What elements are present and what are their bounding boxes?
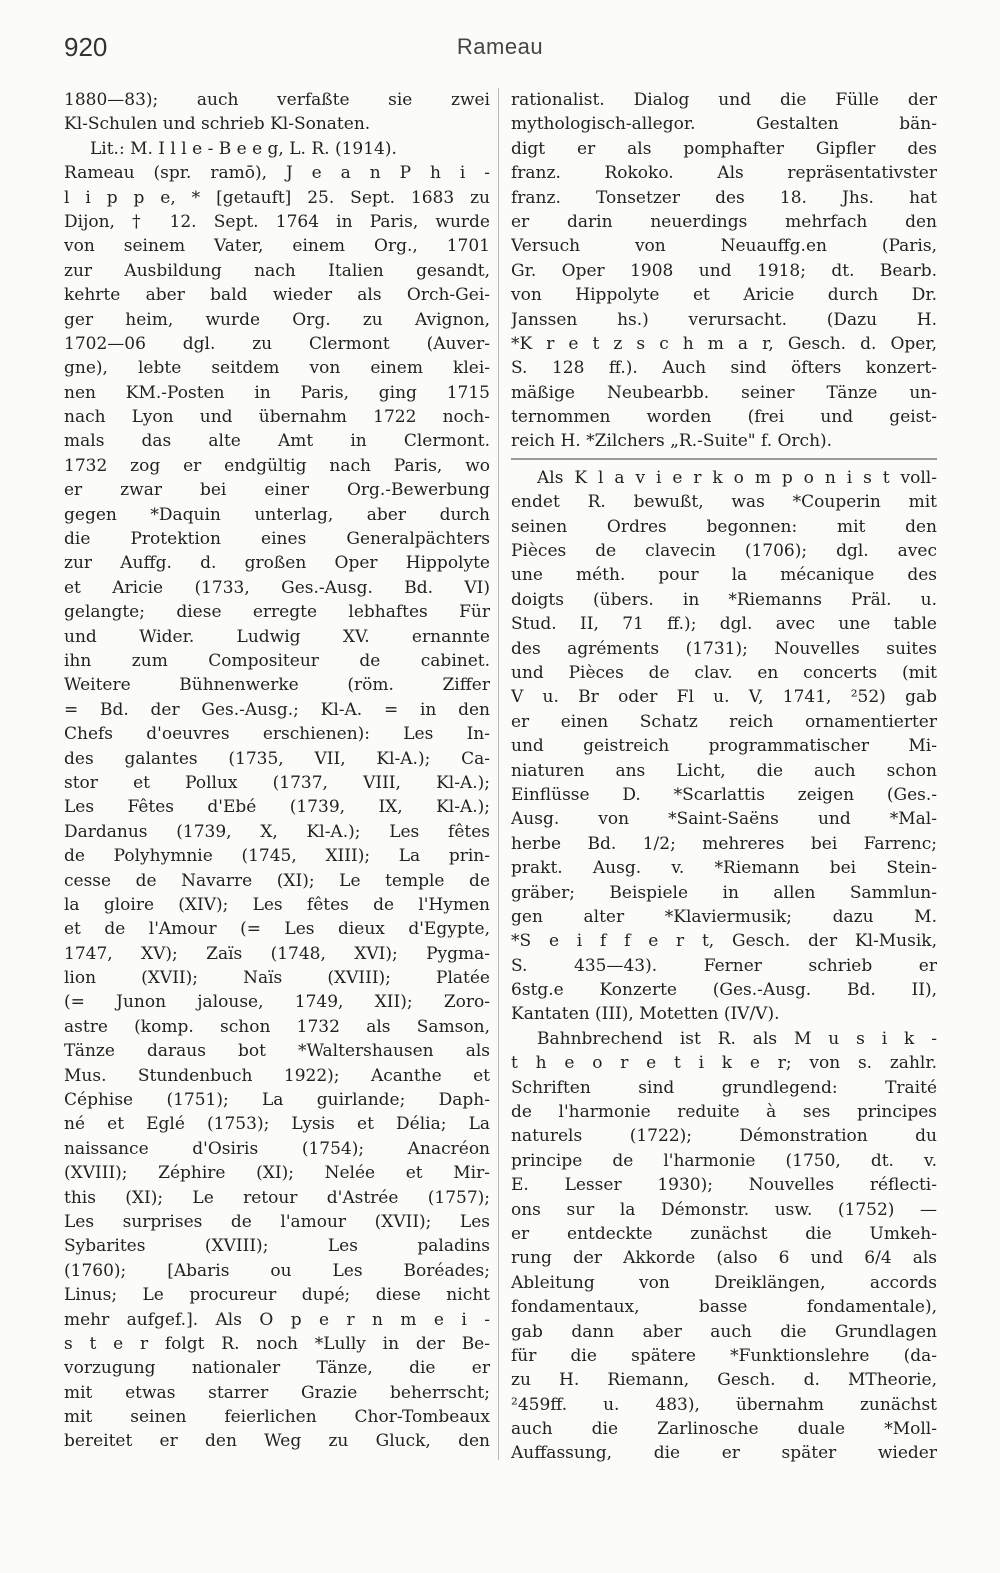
text-line: zur Auffg. d. großen Oper Hippolyte xyxy=(64,553,490,574)
text-line: Janssen hs.) verursacht. (Dazu H. xyxy=(511,309,937,330)
text-line: 1880—83); auch verfaßte sie zwei xyxy=(64,90,490,110)
text-line: 1732 zog er endgültig nach Paris, wo xyxy=(64,455,490,476)
text-line: Kantaten (III), Motetten (IV/V). xyxy=(511,1004,780,1025)
text-line: lion (XVII); Naïs (XVIII); Platée xyxy=(64,968,490,989)
text-line: de l'harmonie reduite à ses principes xyxy=(511,1102,937,1123)
text-line: Céphise (1751); La guirlande; Daph- xyxy=(64,1090,490,1111)
text-line: zur Ausbildung nach Italien gesandt, xyxy=(64,260,490,281)
text-line: gne), lebte seitdem von einem klei- xyxy=(64,358,490,379)
text-line: Weitere Bühnenwerke (röm. Ziffer xyxy=(64,675,490,696)
text-line: Versuch von Neuauffg.en (Paris, xyxy=(511,236,937,257)
text-line: Als K l a v i e r k o m p o n i s t voll- xyxy=(537,467,937,488)
text-line: seinen Ordres begonnen: mit den xyxy=(511,516,937,537)
text-line: de Polyhymnie (1745, XIII); La prin- xyxy=(64,846,490,867)
text-line: bereitet er den Weg zu Gluck, den xyxy=(64,1431,490,1452)
text-line: Stud. II, 71 ff.); dgl. avec une table xyxy=(511,614,937,635)
text-line: Chefs d'oeuvres erschienen): Les In- xyxy=(64,724,490,745)
text-line: S. 128 ff.). Auch sind öfters konzert- xyxy=(511,358,937,379)
text-line: gab dann aber auch die Grundlagen xyxy=(511,1321,937,1342)
text-line: herbe Bd. 1/2; mehreres bei Farrenc; xyxy=(511,833,937,854)
text-line: Einflüsse D. *Scarlattis zeigen (Ges.- xyxy=(511,784,937,805)
text-line: des galantes (1735, VII, Kl-A.); Ca- xyxy=(64,748,490,769)
text-line: principe de l'harmonie (1750, dt. v. xyxy=(511,1150,937,1171)
text-line: Auffassung, die er später wieder xyxy=(511,1443,937,1464)
text-line: Les surprises de l'amour (XVII); Les xyxy=(64,1211,490,1232)
text-line: Dardanus (1739, X, Kl-A.); Les fêtes xyxy=(64,821,490,842)
text-line: E. Lesser 1930); Nouvelles réflecti- xyxy=(511,1175,937,1196)
text-line: gräber; Beispiele in allen Sammlun- xyxy=(511,882,937,903)
text-line: la gloire (XIV); Les fêtes de l'Hymen xyxy=(64,894,490,915)
text-line: er einen Schatz reich ornamentierter xyxy=(511,711,937,732)
text-line: Bahnbrechend ist R. als M u s i k - xyxy=(537,1028,937,1049)
text-line: kehrte aber bald wieder als Orch-Gei- xyxy=(64,285,490,306)
text-line: er entdeckte zunächst die Umkeh- xyxy=(511,1223,937,1244)
text-line: s t e r folgt R. noch *Lully in der Be- xyxy=(64,1333,490,1354)
text-line: Rameau (spr. ramō), J e a n P h i - xyxy=(64,163,490,184)
text-line: und Wider. Ludwig XV. ernannte xyxy=(64,626,490,647)
text-line: vorzugung nationaler Tänze, die er xyxy=(64,1358,490,1379)
page-number: 920 xyxy=(64,32,108,62)
column-divider xyxy=(498,88,499,1460)
text-line: naissance d'Osiris (1754); Anacréon xyxy=(64,1138,490,1159)
text-line: Tänze daraus bot *Waltershausen als xyxy=(64,1041,490,1062)
text-line: this (XI); Le retour d'Astrée (1757); xyxy=(64,1187,490,1208)
text-line: (= Junon jalouse, 1749, XII); Zoro- xyxy=(64,992,490,1013)
text-line: ons sur la Démonstr. usw. (1752) — xyxy=(511,1199,937,1220)
text-line: stor et Pollux (1737, VIII, Kl-A.); xyxy=(64,772,490,793)
text-line: né et Eglé (1753); Lysis et Délia; La xyxy=(64,1114,490,1135)
text-line: et Aricie (1733, Ges.-Ausg. Bd. VI) xyxy=(64,577,490,598)
text-line: gelangte; diese erregte lebhaftes Für xyxy=(64,602,490,623)
text-line: des agréments (1731); Nouvelles suites xyxy=(511,638,937,659)
text-line: 6stg.e Konzerte (Ges.-Ausg. Bd. II), xyxy=(511,980,937,1001)
text-line: rationalist. Dialog und die Fülle der xyxy=(511,90,937,110)
text-line: ²459ff. u. 483), übernahm zunächst xyxy=(511,1394,937,1415)
text-line: digt er als pomphafter Gipfler des xyxy=(511,138,937,159)
text-line: t h e o r e t i k e r; von s. zahlr. xyxy=(511,1053,937,1074)
text-line: nen KM.-Posten in Paris, ging 1715 xyxy=(64,382,490,403)
text-line: mit etwas starrer Grazie beherrscht; xyxy=(64,1382,490,1403)
left-column xyxy=(64,88,490,1454)
text-line: prakt. Ausg. v. *Riemann bei Stein- xyxy=(511,858,937,879)
text-line: Lit.: M. I l l e - B e e g, L. R. (1914). xyxy=(90,138,397,159)
text-line: Mus. Stundenbuch 1922); Acanthe et xyxy=(64,1065,490,1086)
text-line: niaturen ans Licht, die auch schon xyxy=(511,760,937,781)
text-line: Pièces de clavecin (1706); dgl. avec xyxy=(511,541,937,562)
text-line: und geistreich programmatischer Mi- xyxy=(511,736,937,757)
text-line: mehr aufgef.]. Als O p e r n m e i - xyxy=(64,1309,490,1330)
text-line: Linus; Le procureur dupé; diese nicht xyxy=(64,1285,490,1306)
text-line: l i p p e, * [getauft] 25. Sept. 1683 zu xyxy=(64,187,490,208)
text-line: V u. Br oder Fl u. V, 1741, ²52) gab xyxy=(511,687,937,708)
text-line: *S e i f f e r t, Gesch. der Kl-Musik, xyxy=(511,931,937,952)
text-line: (1760); [Abaris ou Les Boréades; xyxy=(64,1260,490,1281)
text-line: ternommen worden (frei und geist- xyxy=(511,407,937,428)
text-line: gegen *Daquin unterlag, aber durch xyxy=(64,504,490,525)
text-line: mit seinen feierlichen Chor-Tombeaux xyxy=(64,1407,490,1428)
text-line: Les Fêtes d'Ebé (1739, IX, Kl-A.); xyxy=(64,797,490,818)
text-line: = Bd. der Ges.-Ausg.; Kl-A. = in den xyxy=(64,699,490,720)
text-line: Dijon, † 12. Sept. 1764 in Paris, wurde xyxy=(64,211,490,232)
text-line: er zwar bei einer Org.-Bewerbung xyxy=(64,480,490,501)
text-line: von Hippolyte et Aricie durch Dr. xyxy=(511,285,937,306)
text-line: die Protektion eines Generalpächters xyxy=(64,529,490,550)
text-line: ger heim, wurde Org. zu Avignon, xyxy=(64,309,490,330)
text-line: auch die Zarlinosche duale *Moll- xyxy=(511,1419,937,1440)
text-line: reich H. *Zilchers „R.-Suite" f. Orch). xyxy=(511,431,833,452)
page-header xyxy=(0,30,1000,64)
text-line: von seinem Vater, einem Org., 1701 xyxy=(64,236,490,257)
text-line: et de l'Amour (= Les dieux d'Egypte, xyxy=(64,919,490,940)
text-line: Schriften sind grundlegend: Traité xyxy=(511,1077,937,1098)
text-line: 1747, XV); Zaïs (1748, XVI); Pygma- xyxy=(64,943,490,964)
text-line: Ableitung von Dreiklängen, accords xyxy=(511,1272,937,1293)
text-line: mals das alte Amt in Clermont. xyxy=(64,431,490,452)
text-line: für die spätere *Funktionslehre (da- xyxy=(511,1345,937,1366)
text-line: *K r e t z s c h m a r, Gesch. d. Oper, xyxy=(511,333,937,354)
text-line: franz. Tonsetzer des 18. Jhs. hat xyxy=(511,187,937,208)
text-line: une méth. pour la mécanique des xyxy=(511,565,937,586)
text-line: endet R. bewußt, was *Couperin mit xyxy=(511,492,937,513)
text-line: Sybarites (XVIII); Les paladins xyxy=(64,1236,490,1257)
text-line: cesse de Navarre (XI); Le temple de xyxy=(64,870,490,891)
text-line: mäßige Neubearbb. seiner Tänze un- xyxy=(511,382,937,403)
section-rule xyxy=(511,458,937,460)
text-line: Gr. Oper 1908 und 1918; dt. Bearb. xyxy=(511,260,937,281)
text-line: naturels (1722); Démonstration du xyxy=(511,1126,937,1147)
text-line: gen alter *Klaviermusik; dazu M. xyxy=(511,906,937,927)
text-line: (XVIII); Zéphire (XI); Nelée et Mir- xyxy=(64,1163,490,1184)
text-line: zu H. Riemann, Gesch. d. MTheorie, xyxy=(511,1370,937,1391)
text-line: S. 435—43). Ferner schrieb er xyxy=(511,955,937,976)
text-line: doigts (übers. in *Riemanns Präl. u. xyxy=(511,589,937,610)
text-line: nach Lyon und übernahm 1722 noch- xyxy=(64,407,490,428)
text-line: fondamentaux, basse fondamentale), xyxy=(511,1297,937,1318)
text-line: rung der Akkorde (also 6 und 6/4 als xyxy=(511,1248,937,1269)
right-column xyxy=(511,88,937,1466)
text-line: und Pièces de clav. en concerts (mit xyxy=(511,662,937,683)
text-line: astre (komp. schon 1732 als Samson, xyxy=(64,1016,490,1037)
text-line: er darin neuerdings mehrfach den xyxy=(511,211,937,232)
text-line: ihn zum Compositeur de cabinet. xyxy=(64,650,490,671)
text-line: 1702—06 dgl. zu Clermont (Auver- xyxy=(64,333,490,354)
running-head: Rameau xyxy=(456,34,544,59)
text-line: mythologisch-allegor. Gestalten bän- xyxy=(511,114,937,135)
text-line: Kl-Schulen und schrieb Kl-Sonaten. xyxy=(64,114,371,135)
text-line: Ausg. von *Saint-Saëns und *Mal- xyxy=(511,809,937,830)
text-line: franz. Rokoko. Als repräsentativster xyxy=(511,163,937,184)
